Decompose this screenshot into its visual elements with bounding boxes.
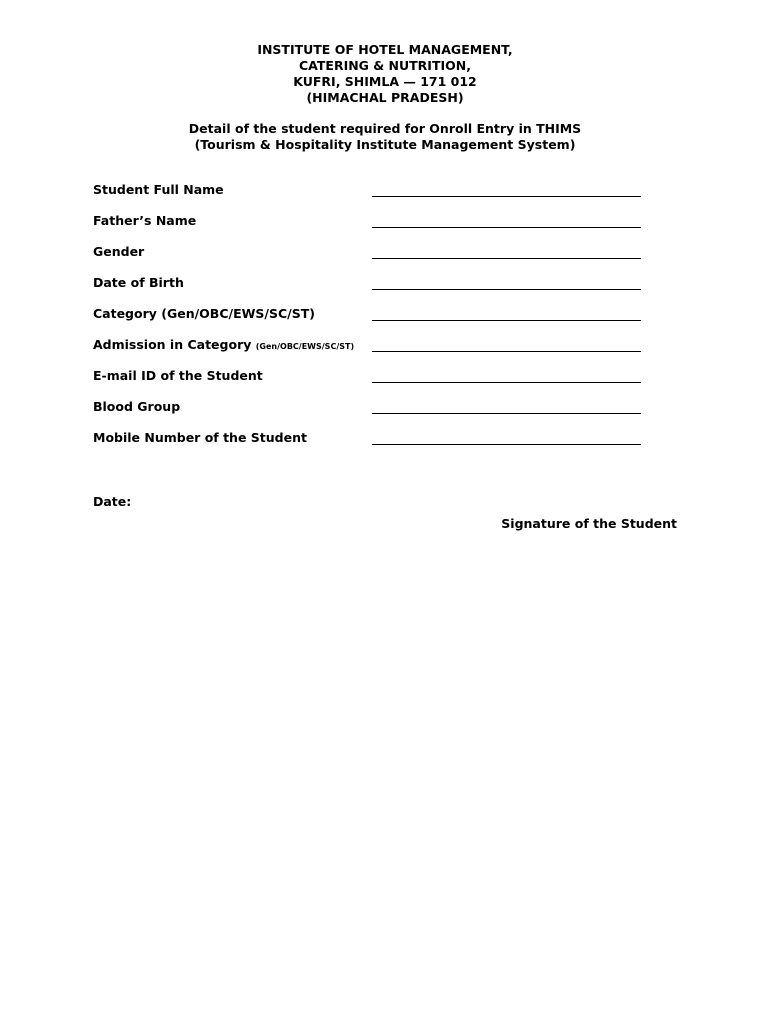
field-label: Blood Group <box>93 399 181 414</box>
form-title: Detail of the student required for Onroll Entry in THIMS <box>188 121 582 136</box>
student-details-form <box>93 181 653 460</box>
field-row-blood-group <box>93 398 653 429</box>
field-row-category <box>93 305 653 336</box>
institute-name: INSTITUTE OF HOTEL MANAGEMENT, <box>257 42 513 57</box>
student-full-name-field[interactable] <box>372 196 641 197</box>
field-label-note: (Gen/OBC/EWS/SC/ST) <box>255 342 355 351</box>
blood-group-field[interactable] <box>372 413 641 414</box>
field-row-date-of-birth <box>93 274 653 305</box>
field-label: Admission in Category <box>93 337 252 352</box>
field-row-admission-category <box>93 336 653 367</box>
admission-category-field[interactable] <box>372 351 641 352</box>
field-label-wrapper <box>93 336 354 356</box>
institute-address: KUFRI, SHIMLA — 171 012 <box>293 74 477 89</box>
form-system-name: (Tourism & Hospitality Institute Management System) <box>194 137 576 152</box>
field-label: Student Full Name <box>93 182 224 197</box>
category-field[interactable] <box>372 320 641 321</box>
field-label: E-mail ID of the Student <box>93 368 263 383</box>
date-label: Date: <box>93 494 132 509</box>
institute-header <box>0 42 770 106</box>
fathers-name-field[interactable] <box>372 227 641 228</box>
field-label: Gender <box>93 244 145 259</box>
form-description <box>0 121 770 153</box>
email-field[interactable] <box>372 382 641 383</box>
field-row-fathers-name <box>93 212 653 243</box>
institute-name-continued: CATERING & NUTRITION, <box>299 58 471 73</box>
field-label: Date of Birth <box>93 275 184 290</box>
field-row-gender <box>93 243 653 274</box>
field-label: Father’s Name <box>93 213 197 228</box>
field-row-mobile-number <box>93 429 653 460</box>
field-label: Mobile Number of the Student <box>93 430 307 445</box>
field-label: Category (Gen/OBC/EWS/SC/ST) <box>93 306 315 321</box>
signature-label: Signature of the Student <box>501 516 677 531</box>
field-row-student-full-name <box>93 181 653 212</box>
field-row-email <box>93 367 653 398</box>
gender-field[interactable] <box>372 258 641 259</box>
institute-state: (HIMACHAL PRADESH) <box>306 90 464 105</box>
mobile-number-field[interactable] <box>372 444 641 445</box>
date-of-birth-field[interactable] <box>372 289 641 290</box>
